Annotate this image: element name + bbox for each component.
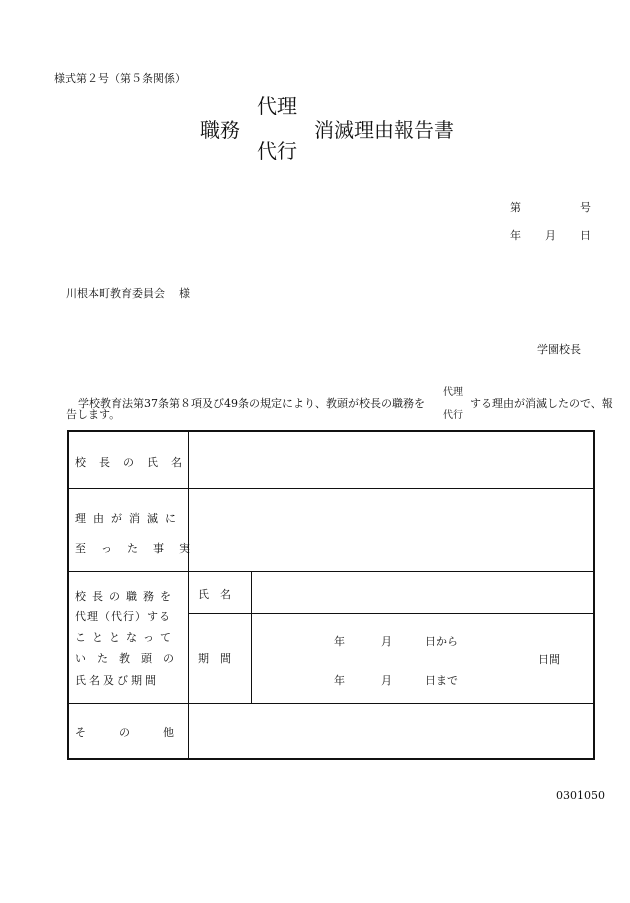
- period-from-day: 日から: [425, 635, 458, 648]
- body-line-2: 告します。: [66, 408, 121, 421]
- other-field[interactable]: [190, 705, 593, 758]
- reason-label-1: 理由が消滅に: [75, 512, 183, 525]
- reason-field[interactable]: [190, 490, 593, 571]
- title-option-dairi: 代理: [257, 94, 297, 118]
- period-days-label: 日間: [538, 653, 560, 666]
- body-line-1-end: する理由が消滅したので、報: [470, 397, 613, 410]
- title-duty: 職務: [200, 118, 240, 142]
- addressee-name: 川根本町教育委員会: [66, 287, 165, 300]
- vice-principal-label-2: 代理（代行）する: [75, 610, 171, 623]
- vice-principal-label-1: 校長の職務を: [75, 590, 177, 603]
- vice-principal-label-5: 氏名及び期間: [75, 674, 159, 687]
- date-day: 日: [580, 229, 591, 242]
- vice-principal-label-4: いた教頭の: [75, 652, 185, 665]
- form-code: 0301050: [556, 789, 605, 802]
- table-divider: [69, 571, 593, 572]
- principal-name-label: 校長の氏名: [75, 456, 195, 469]
- sender-title: 学園校長: [537, 343, 581, 356]
- vice-principal-name-field[interactable]: [253, 573, 593, 613]
- table-divider: [69, 703, 593, 704]
- title-report: 消滅理由報告書: [314, 118, 454, 142]
- name-sublabel: 氏 名: [198, 588, 231, 601]
- doc-number-prefix: 第: [510, 201, 521, 214]
- table-divider: [188, 432, 189, 758]
- addressee-honorific: 様: [179, 287, 190, 300]
- body-option-dairi: 代理: [443, 387, 463, 398]
- vice-principal-label-3: こととなって: [75, 631, 177, 644]
- period-field[interactable]: [253, 615, 593, 703]
- table-divider: [69, 488, 593, 489]
- report-form-table: [67, 430, 595, 760]
- period-from-month: 月: [381, 635, 392, 648]
- date-month: 月: [545, 229, 556, 242]
- form-number: 様式第２号（第５条関係）: [54, 72, 186, 85]
- table-divider: [188, 613, 593, 614]
- body-line-1: 学校教育法第37条第８項及び49条の規定により、教頭が校長の職務を: [78, 397, 425, 410]
- table-divider: [251, 571, 252, 703]
- reason-label-2: 至った事実: [75, 542, 205, 555]
- principal-name-field[interactable]: [190, 432, 593, 488]
- period-from-year: 年: [334, 635, 345, 648]
- period-to-month: 月: [381, 674, 392, 687]
- doc-number-suffix: 号: [580, 201, 591, 214]
- period-to-year: 年: [334, 674, 345, 687]
- other-label: その他: [75, 726, 207, 739]
- period-to-day: 日まで: [425, 674, 458, 687]
- period-sublabel: 期 間: [198, 652, 231, 665]
- title-option-daiko: 代行: [257, 139, 297, 163]
- date-year: 年: [510, 229, 521, 242]
- body-option-daiko: 代行: [443, 410, 463, 421]
